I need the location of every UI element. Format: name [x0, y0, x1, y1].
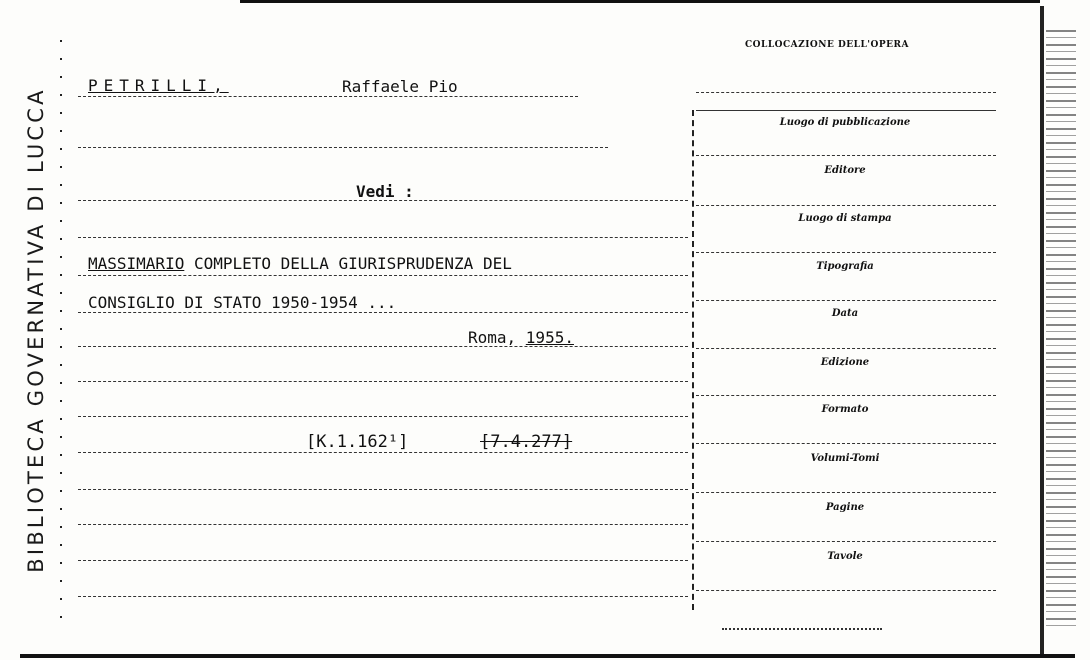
column-rule: [696, 590, 996, 591]
form-rule: [78, 96, 578, 97]
field-edition: Edizione: [820, 357, 870, 368]
title-first-word: MASSIMARIO: [88, 254, 185, 273]
column-rule: [696, 443, 996, 444]
field-volumes: Volumi-Tomi: [810, 453, 880, 464]
form-rule: [78, 346, 688, 347]
bottom-dotted-rule: [722, 628, 882, 630]
form-rule: [78, 560, 688, 561]
form-rule: [78, 596, 688, 597]
form-rule: [78, 147, 608, 148]
form-rule: [78, 381, 688, 382]
scan-edge: [1046, 30, 1076, 630]
title-line-1: [88, 254, 512, 273]
form-rule: [78, 416, 688, 417]
imprint-year: 1955.: [525, 328, 574, 347]
card-border-bottom: [20, 654, 1075, 658]
column-rule: [696, 155, 996, 156]
card-border-top: [240, 0, 1040, 3]
column-rule: [696, 492, 996, 493]
column-rule: [696, 92, 996, 93]
column-rule: [696, 110, 996, 111]
column-divider: [692, 110, 694, 610]
author-surname: PETRILLI,: [88, 76, 229, 95]
column-rule: [696, 205, 996, 206]
author-given-name: Raffaele Pio: [342, 77, 458, 96]
form-rule: [78, 312, 688, 313]
field-pages: Pagine: [825, 502, 865, 513]
column-rule: [696, 541, 996, 542]
column-rule: [696, 395, 996, 396]
imprint-place: Roma,: [468, 328, 526, 347]
form-rule: [78, 489, 688, 490]
field-date: Data: [831, 308, 859, 319]
form-rule: [78, 237, 688, 238]
field-publisher: Editore: [824, 165, 866, 176]
field-printer: Tipografia: [816, 261, 874, 272]
see-reference: Vedi :: [356, 182, 414, 201]
column-rule: [696, 300, 996, 301]
card-border-right: [1040, 6, 1044, 654]
form-rule: [78, 275, 688, 276]
location-header: COLLOCAZIONE DELL'OPERA: [745, 40, 909, 50]
shelfmark-current: [K.1.162¹]: [306, 432, 409, 452]
field-place-of-publication: Luogo di pubblicazione: [779, 117, 911, 128]
column-rule: [696, 348, 996, 349]
column-rule: [696, 252, 996, 253]
title-line-1-rest: COMPLETO DELLA GIURISPRUDENZA DEL: [184, 254, 512, 273]
form-rule: [78, 452, 688, 453]
field-plates: Tavole: [827, 551, 863, 562]
margin-guide: [60, 40, 62, 620]
field-place-of-printing: Luogo di stampa: [798, 213, 892, 224]
library-stamp: BIBLIOTECA GOVERNATIVA DI LUCCA: [24, 87, 48, 573]
field-format: Formato: [821, 404, 869, 415]
imprint: [468, 328, 574, 347]
title-line-2: CONSIGLIO DI STATO 1950-1954 ...: [88, 293, 397, 312]
form-rule: [78, 524, 688, 525]
shelfmark-cancelled: [7.4.277]: [480, 432, 573, 452]
